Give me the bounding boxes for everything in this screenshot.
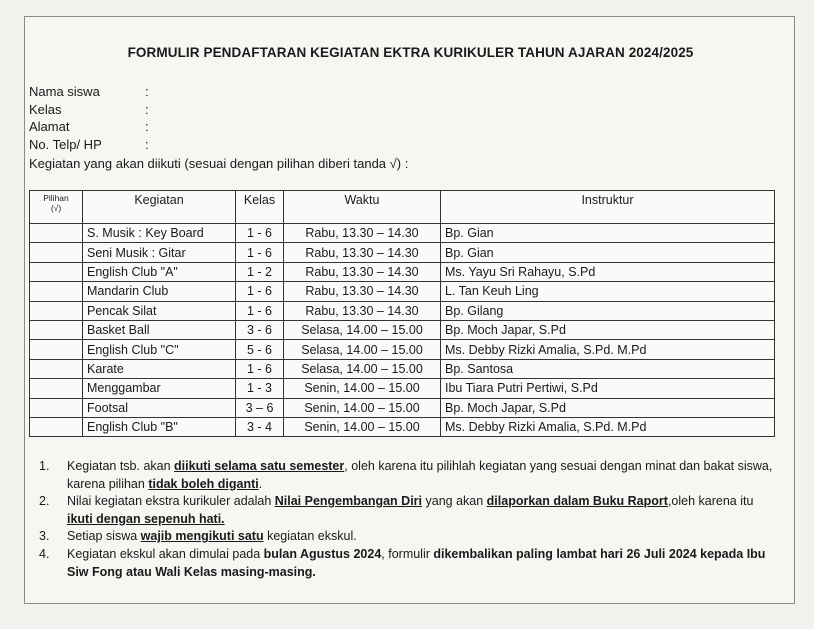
table-row (30, 379, 775, 398)
pilihan-checkbox-cell[interactable] (30, 340, 83, 359)
note-text (67, 528, 357, 546)
cell-kegiatan: Footsal (83, 398, 236, 417)
cell-kegiatan: Seni Musik : Gitar (83, 243, 236, 262)
cell-kelas: 1 - 3 (236, 379, 284, 398)
table-row (30, 398, 775, 417)
field-row[interactable] (29, 101, 155, 119)
cell-kelas: 1 - 6 (236, 301, 284, 320)
cell-instruktur: L. Tan Keuh Ling (441, 282, 775, 301)
note-segment: . (258, 476, 263, 491)
note-emphasis-bold: dikembalikan paling lambat hari 26 Juli 2024 kepada Ibu Siw Fong atau Wali Kelas masing-masing. (67, 546, 766, 579)
cell-kelas: 3 – 6 (236, 398, 284, 417)
field-row[interactable] (29, 118, 155, 136)
note-text (67, 493, 774, 528)
cell-waktu: Rabu, 13.30 – 14.30 (284, 282, 441, 301)
note-segment: , oleh karena itu pilihlah kegiatan yang sesuai dengan minat dan bakat siswa, karena pilihan (67, 459, 773, 491)
pilihan-checkbox-cell[interactable] (30, 301, 83, 320)
field-colon: : (145, 84, 149, 99)
cell-waktu: Rabu, 13.30 – 14.30 (284, 262, 441, 281)
note-item (39, 493, 774, 528)
note-segment: , formulir (381, 546, 434, 561)
cell-waktu: Senin, 14.00 – 15.00 (284, 379, 441, 398)
cell-waktu: Selasa, 14.00 – 15.00 (284, 320, 441, 339)
header-kelas: Kelas (236, 191, 284, 224)
pilihan-checkbox[interactable] (34, 399, 78, 417)
cell-kelas: 3 - 6 (236, 320, 284, 339)
note-emphasis-underlined: Nilai Pengembangan Diri (274, 494, 423, 509)
field-label: Nama siswa (29, 84, 100, 99)
table-row (30, 243, 775, 262)
cell-kelas: 5 - 6 (236, 340, 284, 359)
note-number: 4. (39, 546, 50, 561)
cell-kegiatan: English Club "C" (83, 340, 236, 359)
pilihan-checkbox[interactable] (34, 340, 78, 358)
note-segment: Kegiatan ekskul akan dimulai pada (67, 546, 264, 561)
instruction-text: Kegiatan yang akan diikuti (sesuai dengan pilihan diberi tanda √) : (29, 156, 409, 171)
pilihan-checkbox[interactable] (34, 418, 78, 436)
pilihan-checkbox-cell[interactable] (30, 320, 83, 339)
pilihan-checkbox-cell[interactable] (30, 359, 83, 378)
field-colon: : (145, 101, 149, 117)
cell-waktu: Selasa, 14.00 – 15.00 (284, 340, 441, 359)
note-segment: kegiatan ekskul. (263, 529, 357, 544)
form-frame (24, 16, 795, 604)
note-text (67, 546, 774, 581)
field-label: Alamat (29, 119, 70, 134)
cell-waktu: Selasa, 14.00 – 15.00 (284, 359, 441, 378)
note-text (67, 458, 774, 493)
cell-instruktur: Ms. Yayu Sri Rahayu, S.Pd (441, 262, 775, 281)
note-segment: Kegiatan tsb. akan (67, 459, 175, 473)
pilihan-checkbox[interactable] (34, 263, 78, 281)
note-segment: Setiap siswa (67, 529, 141, 544)
pilihan-checkbox[interactable] (34, 321, 78, 339)
pilihan-checkbox[interactable] (34, 379, 78, 397)
note-emphasis-underlined: wajib mengikuti satu (140, 529, 264, 544)
cell-instruktur: Ibu Tiara Putri Pertiwi, S.Pd (441, 379, 775, 398)
note-segment: Nilai kegiatan ekstra kurikuler adalah (67, 494, 275, 509)
cell-waktu: Rabu, 13.30 – 14.30 (284, 243, 441, 262)
cell-kegiatan: English Club "A" (83, 262, 236, 281)
cell-kegiatan: English Club "B" (83, 417, 236, 436)
table-row (30, 340, 775, 359)
pilihan-checkbox-cell[interactable] (30, 262, 83, 281)
cell-instruktur: Bp. Gian (441, 224, 775, 243)
cell-kelas: 1 - 6 (236, 359, 284, 378)
note-number: 1. (39, 459, 50, 473)
note-emphasis-underlined: tidak boleh diganti (148, 476, 259, 491)
table-row (30, 359, 775, 378)
cell-kegiatan: S. Musik : Key Board (83, 224, 236, 243)
header-waktu: Waktu (284, 191, 441, 224)
cell-instruktur: Bp. Moch Japar, S.Pd (441, 398, 775, 417)
cell-kegiatan: Mandarin Club (83, 282, 236, 301)
note-segment: ,oleh karena itu (667, 494, 754, 509)
cell-instruktur: Bp. Santosa (441, 359, 775, 378)
cell-instruktur: Bp. Gian (441, 243, 775, 262)
cell-kegiatan: Menggambar (83, 379, 236, 398)
header-kegiatan: Kegiatan (83, 191, 236, 224)
cell-instruktur: Bp. Moch Japar, S.Pd (441, 320, 775, 339)
table-row (30, 417, 775, 436)
pilihan-checkbox-cell[interactable] (30, 282, 83, 301)
note-item (39, 546, 774, 581)
table-row (30, 282, 775, 301)
cell-kegiatan: Pencak Silat (83, 301, 236, 320)
table-row (30, 301, 775, 320)
cell-kelas: 1 - 2 (236, 262, 284, 281)
header-pilihan (30, 191, 83, 224)
cell-waktu: Rabu, 13.30 – 14.30 (284, 301, 441, 320)
note-emphasis-underlined: ikuti dengan sepenuh hati. (67, 511, 225, 526)
note-number: 3. (39, 529, 50, 544)
form-title: FORMULIR PENDAFTARAN KEGIATAN EKTRA KURIKULER TAHUN AJARAN 2024/2025 (127, 45, 694, 60)
field-row[interactable] (29, 83, 155, 101)
cell-waktu: Rabu, 13.30 – 14.30 (284, 224, 441, 243)
pilihan-checkbox-cell[interactable] (30, 398, 83, 417)
table-row (30, 224, 775, 243)
cell-kelas: 3 - 4 (236, 417, 284, 436)
note-emphasis-bold: bulan Agustus 2024 (263, 546, 382, 561)
table-row (30, 262, 775, 281)
field-label: No. Telp/ HP (29, 136, 102, 152)
field-colon: : (145, 136, 149, 152)
field-label: Kelas (29, 101, 62, 117)
cell-waktu: Senin, 14.00 – 15.00 (284, 417, 441, 436)
pilihan-checkbox[interactable] (34, 282, 78, 300)
cell-kegiatan: Basket Ball (83, 320, 236, 339)
pilihan-checkbox-cell[interactable] (30, 224, 83, 243)
note-item (39, 528, 774, 546)
note-emphasis-underlined: dilaporkan dalam Buku Raport (486, 494, 668, 509)
pilihan-checkbox-cell[interactable] (30, 243, 83, 262)
header-pilihan-check: (√) (50, 203, 62, 213)
table-header-row (30, 191, 775, 224)
pilihan-checkbox-cell[interactable] (30, 379, 83, 398)
cell-waktu: Senin, 14.00 – 15.00 (284, 398, 441, 417)
cell-kegiatan: Karate (83, 359, 236, 378)
field-colon: : (145, 119, 149, 134)
table-row (30, 320, 775, 339)
note-segment: yang akan (422, 494, 487, 509)
note-emphasis-underlined: diikuti selama satu semester (174, 459, 345, 473)
cell-instruktur: Ms. Debby Rizki Amalia, S.Pd. M.Pd (441, 417, 775, 436)
pilihan-checkbox[interactable] (34, 224, 78, 242)
cell-kelas: 1 - 6 (236, 224, 284, 243)
pilihan-checkbox[interactable] (34, 243, 78, 261)
notes-list (39, 458, 774, 581)
student-fields (29, 83, 155, 153)
pilihan-checkbox[interactable] (34, 360, 78, 378)
cell-instruktur: Ms. Debby Rizki Amalia, S.Pd. M.Pd (441, 340, 775, 359)
pilihan-checkbox[interactable] (34, 302, 78, 320)
cell-instruktur: Bp. Gilang (441, 301, 775, 320)
note-item (39, 458, 774, 493)
cell-kelas: 1 - 6 (236, 282, 284, 301)
field-row[interactable] (29, 136, 155, 154)
note-number: 2. (39, 494, 50, 509)
activity-table (29, 190, 775, 437)
pilihan-checkbox-cell[interactable] (30, 417, 83, 436)
header-instruktur: Instruktur (441, 191, 775, 224)
header-pilihan-label: Pilihan (43, 193, 69, 203)
cell-kelas: 1 - 6 (236, 243, 284, 262)
